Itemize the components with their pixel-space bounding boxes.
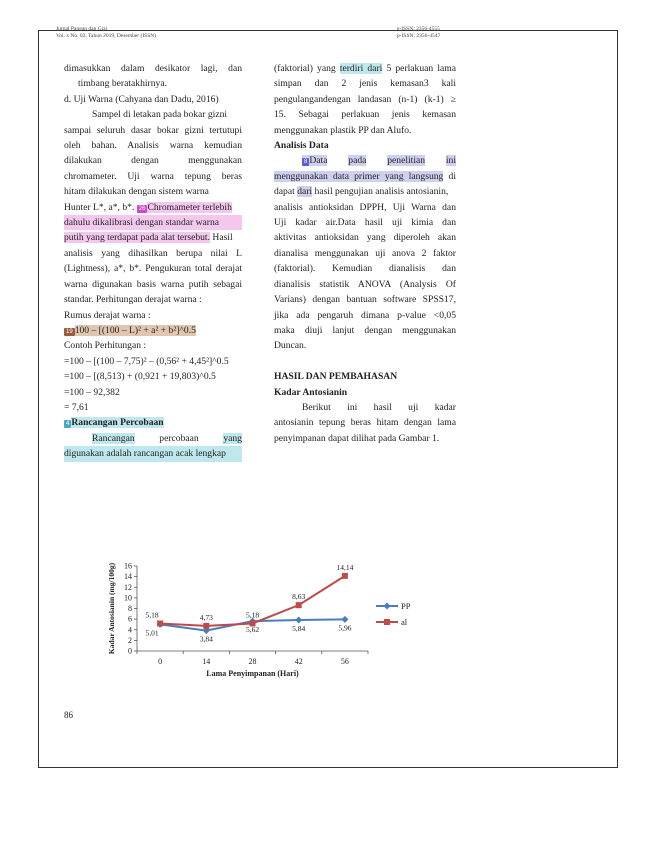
annotation-tag-26[interactable]: 26 [138,205,146,212]
text-line [64,200,242,215]
e-issn: e-ISSN: 2356-4555 [397,26,440,32]
highlighted-text[interactable]: Chromameter terlebih [147,201,232,213]
y-tick-label: 6 [128,614,132,624]
annotation-tag-4[interactable]: 4 [66,421,70,428]
section-heading: HASIL DAN PEMBAHASAN [274,371,398,383]
text-line: Uji kadar air.Data hasil uji kimia dan [274,217,456,229]
formula-line [64,323,242,338]
text-segment: 5 perlakuan lama [386,63,456,74]
text-line [274,400,456,415]
legend-marker [384,619,390,625]
text-line: standar. Perhitungan derajat warna : [64,294,202,306]
page-number: 86 [64,710,73,720]
highlighted-formula[interactable]: 100 – [(100 – L)² + a² + b²]^0.5 [74,324,196,336]
text-line [274,153,456,168]
x-tick-label: 28 [248,657,257,666]
highlighted-text[interactable]: putih yang terdapat pada alat tersebut. [64,232,210,244]
text-line: Sampel di letakan pada bokar gizni [92,109,228,121]
text-line: Varians) dengan bantuan software SPSS17, [274,294,456,306]
text-line: analisis antioksidan DPPH, Uji Warna dan [274,201,456,213]
data-point [341,616,348,623]
highlighted-text[interactable]: ini [445,155,456,167]
text-line [274,184,456,199]
text-line: chromameter. Uji warna tepung beras [64,170,242,182]
text-line: sampai seluruh dasar bokar gizni tertutupi [64,124,242,136]
highlighted-text[interactable]: penelitian [387,155,426,167]
x-tick-label: 0 [158,657,163,666]
x-axis-title: Lama Penyimpanan (Hari) [206,669,299,678]
y-tick-label: 8 [128,604,132,613]
data-label: 4,73 [199,612,213,622]
highlighted-text[interactable]: dahulu dikalibrasi dengan standar warna [64,215,242,230]
word: kadar [434,401,456,413]
antosianin-line-chart [68,559,438,699]
journal-header-left [56,26,156,40]
text-line: jika ada pengaruh dimana p-value <0,05 [274,309,456,321]
word: di [448,170,456,182]
data-label: 5,18 [145,610,159,620]
y-tick-label: 2 [128,635,132,645]
data-point [295,616,302,623]
text-line: Duncan. [274,340,307,352]
text-line: antosianin tepung beras hitam dengan lama [274,417,456,429]
subsection-heading: Kadar Antosianin [274,386,348,398]
text-line [64,230,242,245]
formula-line: =100 – [(100 – 7,75)² – (0,56² + 4,45²]^0.5 [64,355,229,367]
text-line: timbang beratakhirnya. [78,78,167,90]
data-point [342,573,348,579]
formula-line: = 7,61 [64,401,89,413]
text-segment: Hasil [212,232,233,244]
text-line [274,61,456,76]
data-point [157,620,163,626]
left-column [64,61,242,462]
section-heading-line [64,415,242,430]
p-issn: p-ISSN: 2356-4547 [397,33,441,39]
highlighted-text[interactable]: digunakan adalah rancangan acak lengkap [64,446,242,461]
right-column [274,61,456,446]
y-tick-label: 14 [124,572,132,582]
text-line [64,431,242,446]
word: Data [309,155,328,167]
journal-header-right [397,26,440,40]
text-line: pengulangandengan landasan (n-1) (k-1) ≥ [274,93,456,105]
text-segment: (faktorial) yang [274,63,336,74]
text-line: aktivitas antioksidan yang diperoleh akan [274,232,456,244]
word: percobaan [159,432,199,444]
word: dilakukan [64,155,102,167]
formula-line: =100 – [(8,513) + (0,921 + 19,803)^0.5 [64,371,216,383]
section-heading[interactable]: Rancangan Percobaan [71,417,164,429]
y-tick-label: 10 [124,593,132,603]
text-line: penyimpanan dapat dilihat pada Gambar 1. [274,432,440,444]
data-point [296,602,302,608]
highlighted-text[interactable]: yang [223,432,242,444]
text-line: dianalisis statistik ANOVA (Analysis Of [274,278,456,290]
text-line: dimasukkan dalam desikator lagi, dan [64,63,242,74]
x-tick-label: 56 [340,657,349,666]
highlighted-text[interactable]: terdiri dari [339,63,383,74]
annotation-tag-19[interactable]: 19 [66,328,73,335]
word: menggunakan [188,155,242,167]
text-line: (faktorial). Kemudian dianalisis dan [274,263,456,275]
y-tick-label: 4 [128,625,132,635]
legend-label: al [401,617,408,627]
word: dengan [131,155,159,167]
text-line: warna digunakan basis warna putih sebagai [64,278,242,290]
text-line: Rumus derajat warna : [64,309,151,321]
section-heading: Analisis Data [274,140,329,152]
journal-name: Jurnal Pangan dan Gizi [56,26,108,32]
highlighted-text[interactable]: Rancangan [92,432,135,444]
data-label: 3,84 [199,634,213,644]
word: Berikut [302,401,331,413]
data-label: 5,84 [292,623,306,633]
word: uji [408,401,419,413]
text-line: maka diuji lanjut dengan menggunakan [274,324,456,336]
text-line: dianalisa menggunakan uji anova 2 faktor [274,247,456,259]
text-line: analisis yang dihasilkan berupa nilai L [64,247,242,259]
text-line: (Lightness), a*, b*. Pengukuran total derajat [64,263,242,275]
data-label: 5,01 [145,628,159,638]
data-label: 8,63 [292,592,306,602]
highlighted-text[interactable]: pada [348,155,367,167]
highlighted-text[interactable]: dari [297,186,313,198]
text-segment: hitam dilakukan dengan sistem warna [64,186,209,198]
data-label: 5,62 [245,625,260,635]
subsection-heading: d. Uji Warna (Cahyana dan Dadu, 2016) [64,93,219,105]
x-tick-label: 14 [202,657,211,666]
text-line [274,169,456,184]
text-line [64,153,242,168]
text-segment: hasil pengujian analisis antosianin, [314,186,449,198]
word: dapat [274,186,295,198]
legend-marker [384,603,391,610]
formula-line: =100 – 92,382 [64,386,120,398]
text-segment: Hunter L*, a*, b*. [64,201,135,213]
data-label: 5,96 [338,623,352,633]
text-line [64,184,242,199]
y-tick-label: 16 [124,561,132,571]
text-line: simpan dan 2 jenis kemasan3 kali [274,78,456,90]
x-tick-label: 42 [294,657,303,666]
text-line: Contoh Perhitungan : [64,340,147,352]
highlighted-text[interactable]: menggunakan data primer yang langsung [274,170,444,182]
word: hasil [373,401,392,413]
text-line: 15. Sebagai perlakuan jenis kemasan [274,109,456,121]
y-axis-title: Kadar Antosianin (mg/100g) [107,562,116,655]
data-label: 14,14 [336,562,354,572]
highlighted-text[interactable] [302,155,327,166]
annotation-tag-8[interactable]: 8 [304,159,308,166]
journal-volume: Vol. x No. 02, Tahun 2019, Desember (ISSN) [56,33,157,39]
legend-label: PP [401,601,411,611]
data-point [203,623,209,629]
y-tick-label: 12 [124,582,132,592]
data-label: 5,18 [245,610,260,620]
text-line: menggunakan plastik PP dan Alufo. [274,124,412,136]
text-line: oleh bahan. Analisis warna kemudian [64,140,242,152]
spacer [274,354,456,369]
word: ini [347,401,358,413]
y-tick-label: 0 [128,646,132,656]
